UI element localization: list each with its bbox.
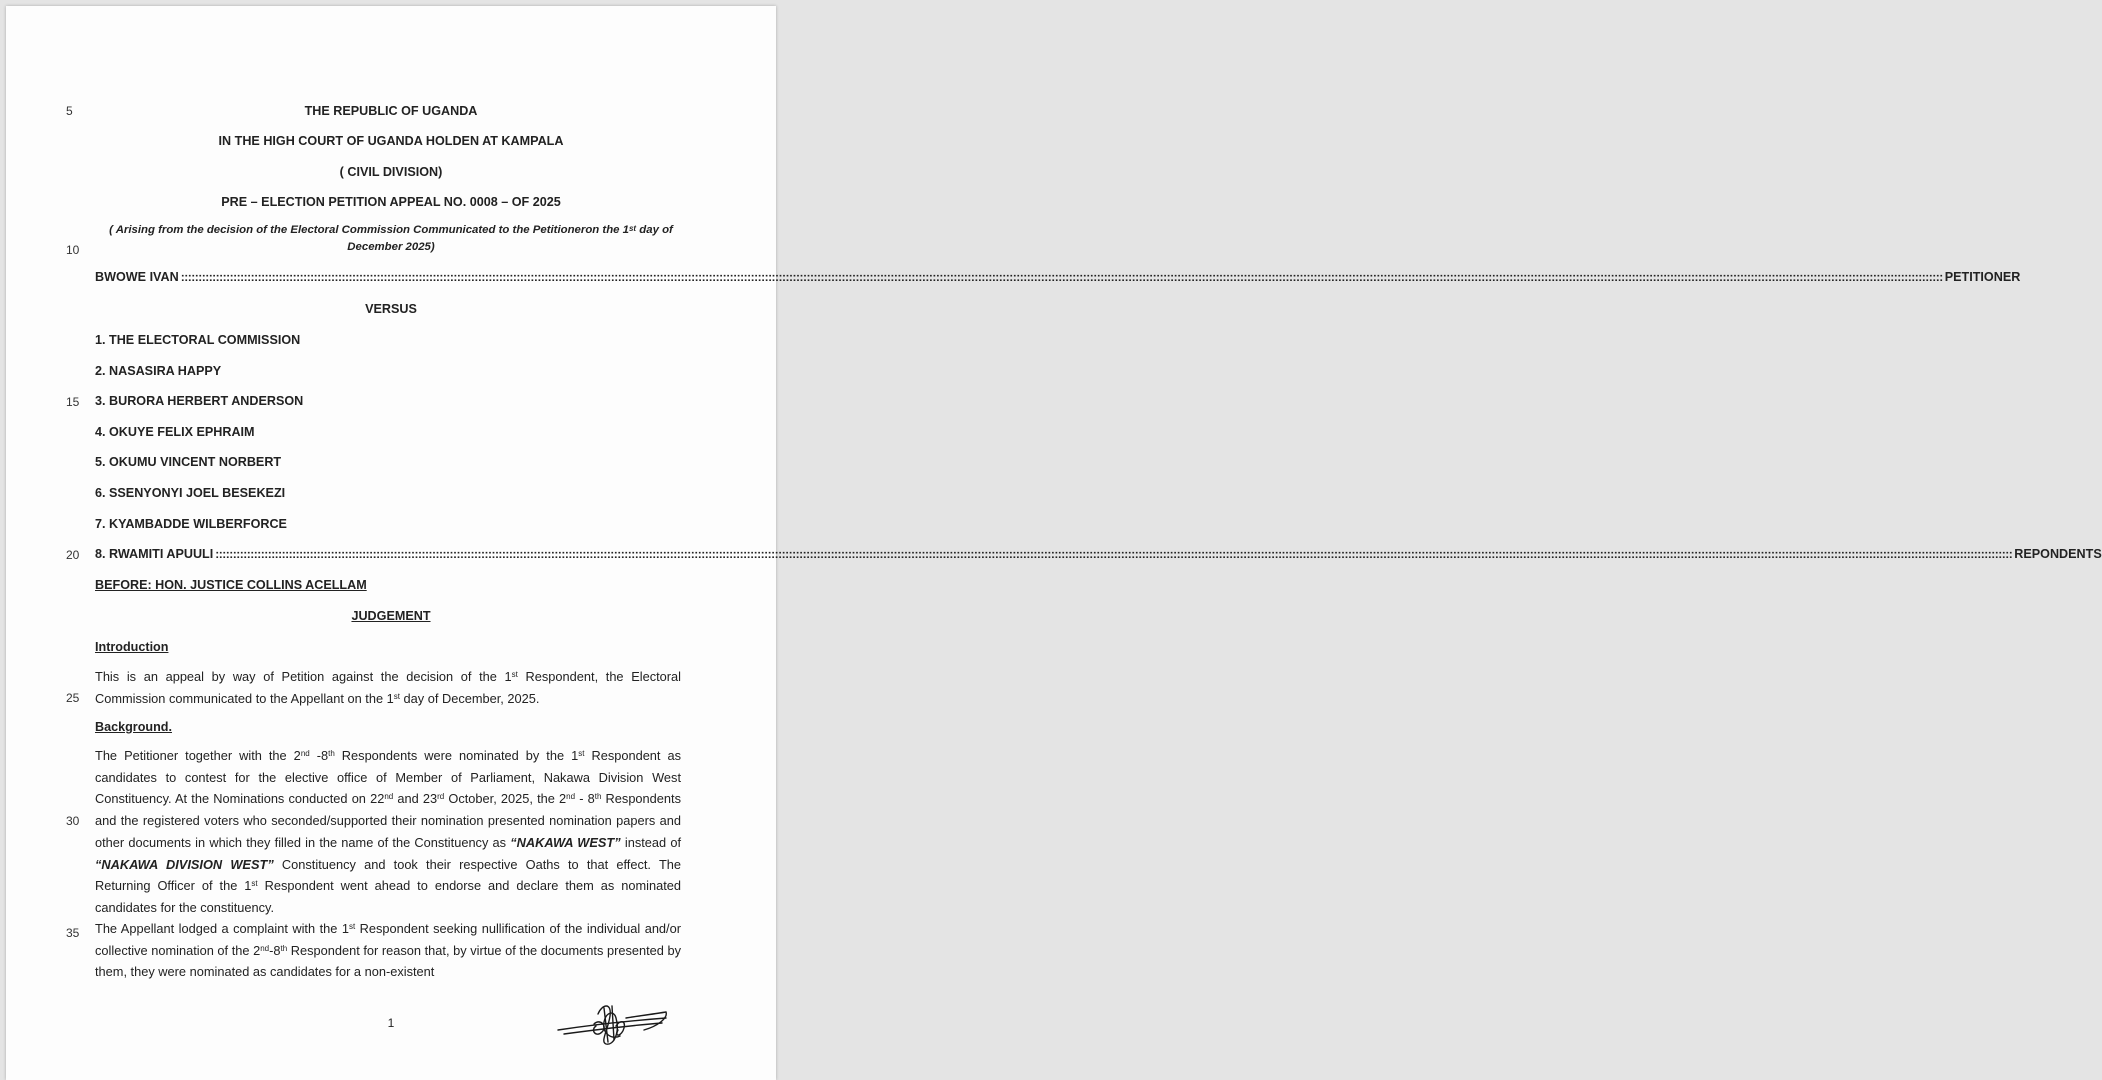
background-paragraph-2: The Appellant lodged a complaint with the 1st Respondent seeking nullification of the individual and/or collective nomination of the 2nd-8th Respondent for reason that, by virtue of the documents presented by them, they were nominated as candidates for a non-existent (95, 921, 681, 980)
respondent-item: 7. KYAMBADDE WILBERFORCE (95, 517, 287, 531)
introduction-heading: Introduction (95, 640, 169, 654)
background-heading: Background. (95, 720, 172, 734)
arising-from-note: ( Arising from the decision of the Electoral Commission Communicated to the Petitioneron the 1st day of December 2025) (109, 224, 673, 253)
last-respondent-line (95, 547, 2102, 561)
introduction-paragraph: This is an appeal by way of Petition against the decision of the 1st Respondent, the Electoral Commission communicated to the Appellant on the 1st day of December, 2025. (95, 669, 681, 706)
petitioner-role: PETITIONER (1944, 270, 2021, 284)
republic-title: THE REPUBLIC OF UGANDA (304, 104, 478, 118)
line-number: 15 (66, 395, 80, 409)
background-paragraph-1: The Petitioner together with the 2nd -8th Respondents were nominated by the 1st Respondent as candidates to contest for the elective office of Member of Parliament, Nakawa Division West Constituency. At the Nominations conducted on 22nd and 23rd October, 2025, the 2nd - 8th Respondents and the registered voters who seconded/supported their nomination presented nomination papers and other documents in which they filled in the name of the Constituency as “NAKAWA WEST” instead of “NAKAWA DIVISION WEST” Constituency and took their respective Oaths to that effect. The Returning Officer of the 1st Respondent went ahead to endorse and declare them as nominated candidates for the constituency. (95, 748, 682, 915)
line-number: 10 (66, 243, 80, 257)
line-number: 5 (66, 104, 73, 118)
signature-icon (554, 996, 672, 1052)
respondent-item: 6. SSENYONYI JOEL BESEKEZI (95, 486, 286, 500)
petitioner-line (95, 270, 2021, 284)
petitioner-name: BWOWE IVAN (95, 270, 179, 284)
respondent-item: 8. RWAMITI APUULI (95, 547, 214, 561)
line-number: 20 (66, 548, 80, 562)
dotted-leader: :::::::::::::::::::::::::::::::::::::::::::::::::::::::::::::::::::::::::::::::::::::::::::::::::::::::::::::::::::::::::::::::::::::::::::::::::::::::::::::::::::::::::::::::::::::::::::::::::::::::::::::::::::::::::::::::::::::::::::::::::::::::::::::::::::::::::::::::::::::::::::::::::::::::::::::::::::::::::::::::::::::::::::::::::::::::::::::::::::::::::::::::::::::::::::::::::::::::::::::::::::::::::::::::::::::::::::::::::::::::::::::::::::::::::::::::::::::::::::::::::::::::::::::::::::::::::::::::::: (215, 547, 2013, 561)
versus-label: VERSUS (365, 302, 417, 316)
appeal-number: PRE – ELECTION PETITION APPEAL NO. 0008 – OF 2025 (221, 195, 561, 209)
court-title: IN THE HIGH COURT OF UGANDA HOLDEN AT KAMPALA (218, 134, 564, 148)
respondent-item: 1. THE ELECTORAL COMMISSION (95, 333, 301, 347)
line-number: 25 (66, 691, 80, 705)
dotted-leader: :::::::::::::::::::::::::::::::::::::::::::::::::::::::::::::::::::::::::::::::::::::::::::::::::::::::::::::::::::::::::::::::::::::::::::::::::::::::::::::::::::::::::::::::::::::::::::::::::::::::::::::::::::::::::::::::::::::::::::::::::::::::::::::::::::::::::::::::::::::::::::::::::::::::::::::::::::::::::::::::::::::::::::::::::::::::::::::::::::::::::::::::::::::::::::::::::::::::::::::::::::::::::::::::::::::::::::::::::::::::::::::::::::::::::::::::::::::::::::::::::::::::::::::::::::::::: (180, 270, 1943, 284)
before-judge: BEFORE: HON. JUSTICE COLLINS ACELLAM (95, 578, 367, 592)
page-number: 1 (387, 1016, 395, 1030)
line-number: 35 (66, 926, 80, 940)
respondent-item: 3. BURORA HERBERT ANDERSON (95, 394, 304, 408)
judgement-title: JUDGEMENT (351, 609, 431, 623)
line-number: 30 (66, 814, 80, 828)
respondent-item: 5. OKUMU VINCENT NORBERT (95, 455, 282, 469)
document-page (6, 6, 2102, 1080)
respondent-item: 4. OKUYE FELIX EPHRAIM (95, 425, 255, 439)
division-title: ( CIVIL DIVISION) (339, 165, 443, 179)
respondents-role: REPONDENTS (2014, 547, 2102, 561)
respondent-item: 2. NASASIRA HAPPY (95, 364, 222, 378)
